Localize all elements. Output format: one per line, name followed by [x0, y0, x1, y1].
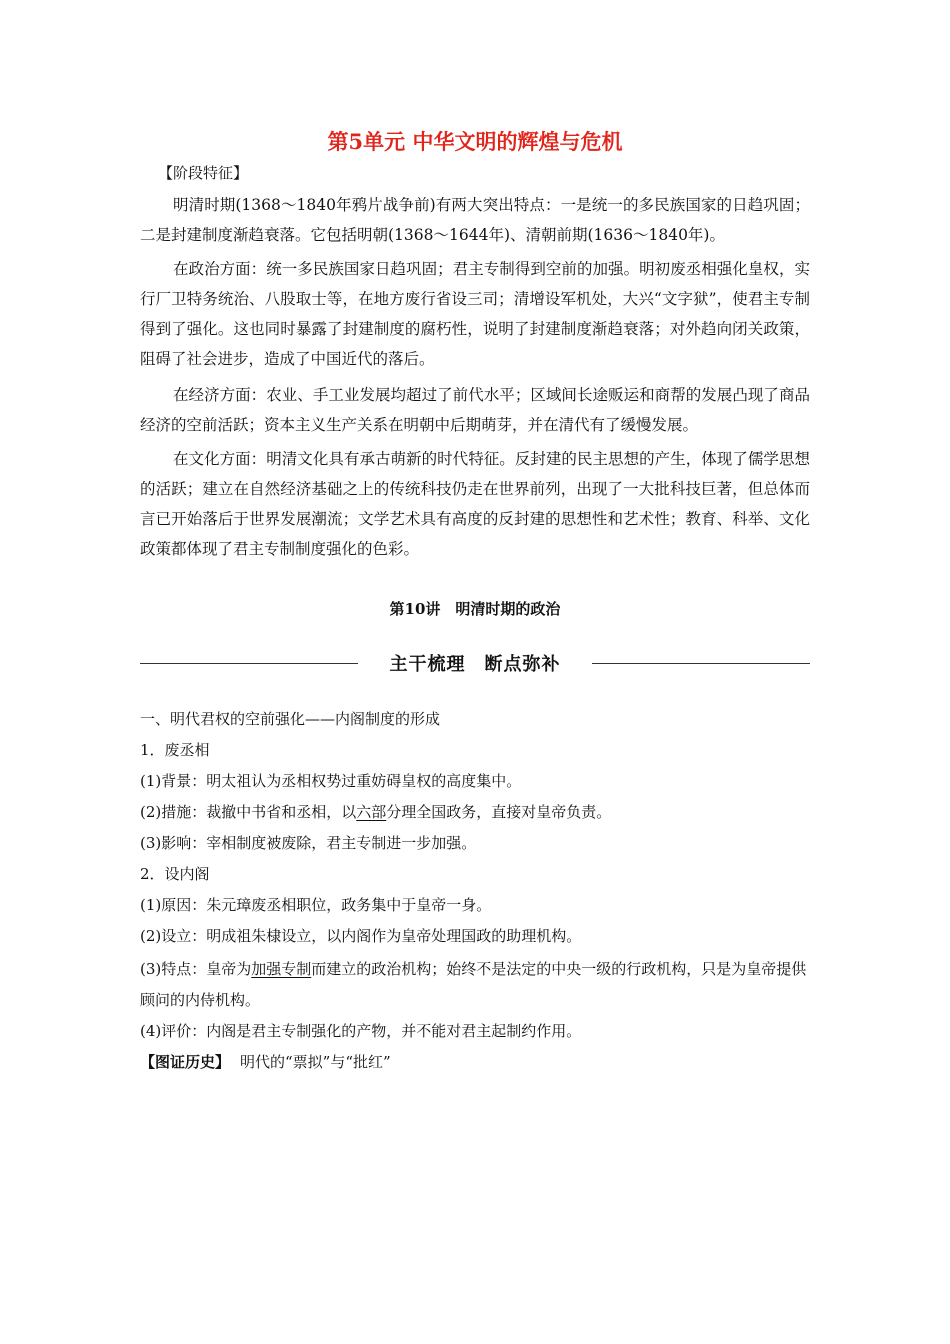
features-underlined: 加强专制: [251, 960, 312, 978]
evidence-label: 【图证历史】: [140, 1053, 231, 1071]
banner-rule-right: [592, 663, 810, 664]
measures-underlined: 六部: [356, 803, 387, 821]
item-features: [140, 954, 810, 1016]
features-prefix: (3)特点：皇帝为: [140, 960, 252, 978]
item-reason: (1)原因：朱元璋废丞相职位，政务集中于皇帝一身。: [140, 896, 492, 914]
item-evaluation: (4)评价：内阁是君主专制强化的产物，并不能对君主起制约作用。: [140, 1022, 582, 1040]
unit-title: 第5单元 中华文明的辉煌与危机: [327, 129, 623, 154]
item-measures: [140, 801, 611, 822]
sub-heading-abolish-chancellor: 1．废丞相: [140, 741, 210, 759]
sub-heading-grand-secretariat: 2．设内阁: [140, 865, 210, 883]
stage-paragraph-politics: 在政治方面：统一多民族国家日趋巩固；君主专制得到空前的加强。明初废丞相强化皇权，实行厂卫特务统治、八股取士等，在地方废行省设三司；清增设军机处，大兴“文字狱”，使君主专制得到了强化。这也同时暴露了封建制度的腐朽性，说明了封建制度渐趋衰落；对外趋向闭关政策，阻碍了社会进步，造成了中国近代的落后。: [140, 260, 810, 368]
stage-paragraph-1: 明清时期(1368～1840年鸦片战争前)有两大突出特点：一是统一的多民族国家的日趋巩固；二是封建制度渐趋衰落。它包括明朝(1368～1644年)、清朝前期(1636～1840年)。: [140, 196, 810, 244]
item-setup: (2)设立：明成祖朱棣设立，以内阁作为皇帝处理国政的助理机构。: [140, 927, 582, 945]
stage-paragraph-economy: 在经济方面：农业、手工业发展均超过了前代水平；区域间长途贩运和商帮的发展凸现了商品经济的空前活跃；资本主义生产关系在明朝中后期萌芽，并在清代有了缓慢发展。: [140, 386, 810, 434]
banner-text: 主干梳理 断点弥补: [389, 654, 561, 675]
stage-features-label: 【阶段特征】: [158, 164, 249, 182]
measures-suffix: 分理全国政务，直接对皇帝负责。: [386, 803, 612, 821]
lecture-title: 第10讲 明清时期的政治: [389, 600, 561, 618]
item-background: (1)背景：明太祖认为丞相权势过重妨碍皇权的高度集中。: [140, 772, 522, 790]
outline-heading: 一、明代君权的空前强化——内阁制度的形成: [140, 710, 441, 728]
section-banner: [140, 648, 810, 678]
measures-prefix: (2)措施：裁撤中书省和丞相，以: [140, 803, 357, 821]
item-impact: (3)影响：宰相制度被废除，君主专制进一步加强。: [140, 834, 477, 852]
stage-paragraph-culture: 在文化方面：明清文化具有承古萌新的时代特征。反封建的民主思想的产生，体现了儒学思想的活跃；建立在自然经济基础之上的传统科技仍走在世界前列，出现了一大批科技巨著，但总体而言已开始落后于世界发展潮流；文学艺术具有高度的反封建的思想性和艺术性；教育、科举、文化政策都体现了君主专制制度强化的色彩。: [140, 450, 810, 558]
evidence-text: 明代的“票拟”与“批红”: [240, 1053, 391, 1071]
evidence-line: [140, 1051, 391, 1072]
features-suffix: 而建立的政治机构；始终不是法定的中央一级的行政机构，只是为皇帝提供顾问的内侍机构。: [140, 960, 807, 1009]
